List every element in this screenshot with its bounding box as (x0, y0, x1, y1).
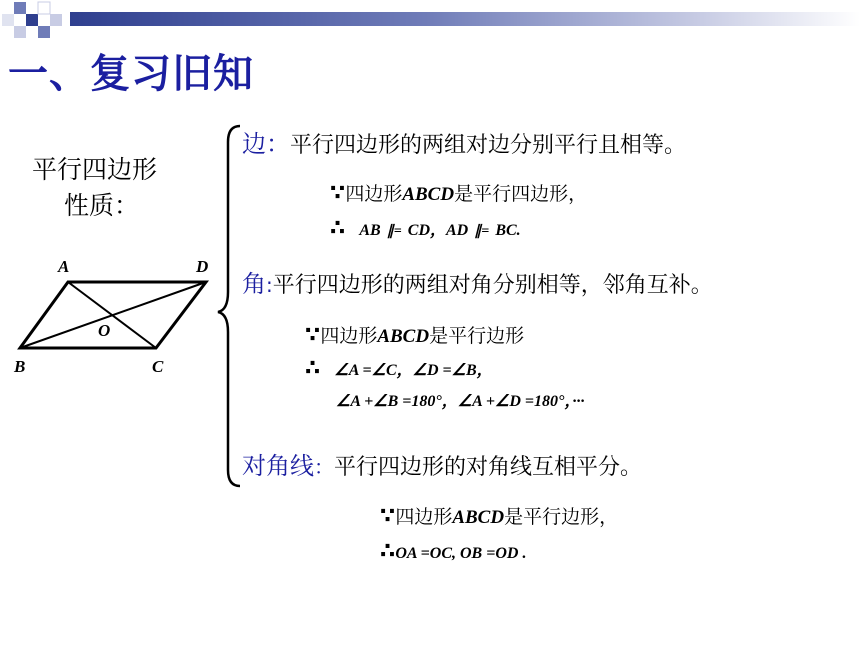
because-symbol: ∵ (305, 323, 321, 348)
side-therefore-cd-ad: CD，AD (407, 222, 469, 239)
point-d-label: D (196, 257, 209, 276)
parallel-equal-symbol-2: ∥= (474, 224, 490, 239)
diagonal-colon: ： (314, 455, 334, 479)
property-heading-line1: 平行四边形 (32, 155, 158, 184)
parallel-equal-symbol-1: ∥= (386, 224, 402, 239)
side-text: 平行四边形的两组对边分别平行且相等。 (290, 133, 687, 158)
diagonal-because-line (380, 502, 618, 529)
diagonal-because-name: ABCD (452, 507, 505, 528)
angle-sum-line (336, 388, 584, 411)
point-a-label: A (58, 257, 70, 276)
side-therefore-ab: AB (359, 222, 381, 239)
angle-therefore-text: ∠A =∠C，∠D =∠B， (334, 362, 493, 379)
angle-label: 角 (242, 270, 266, 298)
because-symbol: ∵ (380, 504, 396, 529)
side-because-pre: 四边形 (345, 183, 403, 205)
parallelogram-figure (10, 252, 220, 382)
diagonal-bd (20, 282, 206, 348)
angle-text: 平行四边形的两组对角分别相等，邻角互补。 (272, 273, 713, 298)
curly-brace (214, 122, 244, 492)
header-gradient-bar (70, 12, 860, 26)
angle-because-name: ABCD (377, 326, 430, 347)
side-because-line (330, 179, 587, 206)
because-symbol: ∵ (330, 181, 346, 206)
side-because-post: 是平行四边形， (454, 183, 588, 205)
therefore-symbol: ∴ (330, 216, 346, 241)
angle-property-row (242, 264, 713, 299)
diagonal-because-post: 是平行边形， (504, 506, 619, 528)
diagonal-label: 对角线 (242, 452, 314, 480)
angle-because-line (305, 321, 524, 348)
angle-colon: : (266, 273, 273, 297)
side-therefore-line (330, 216, 521, 241)
angle-therefore-line (305, 356, 493, 381)
diagonal-property-row (242, 446, 642, 481)
page-title: 一、复习旧知 (8, 51, 254, 97)
side-label: 边： (242, 130, 290, 158)
diagonal-because-pre: 四边形 (395, 506, 453, 528)
property-heading-line2: 性质： (64, 191, 140, 220)
angle-because-post: 是平行边形 (429, 325, 525, 347)
therefore-symbol: ∴ (380, 539, 396, 564)
angle-sum-text: ∠A +∠B =180°，∠A +∠D =180°，··· (336, 393, 585, 410)
diagonal-therefore-text: OA =OC, OB =OD . (395, 545, 527, 562)
diagonal-therefore-line (380, 539, 526, 564)
therefore-symbol: ∴ (305, 356, 321, 381)
side-property-row (242, 124, 686, 159)
diagonal-text: 平行四边形的对角线互相平分。 (334, 455, 643, 480)
side-because-name: ABCD (402, 184, 455, 205)
point-o-label: O (98, 321, 111, 340)
side-therefore-end: . (516, 222, 521, 239)
point-c-label: C (152, 357, 164, 376)
point-b-label: B (14, 357, 26, 376)
side-therefore-bc: BC (495, 222, 517, 239)
angle-because-pre: 四边形 (320, 325, 378, 347)
